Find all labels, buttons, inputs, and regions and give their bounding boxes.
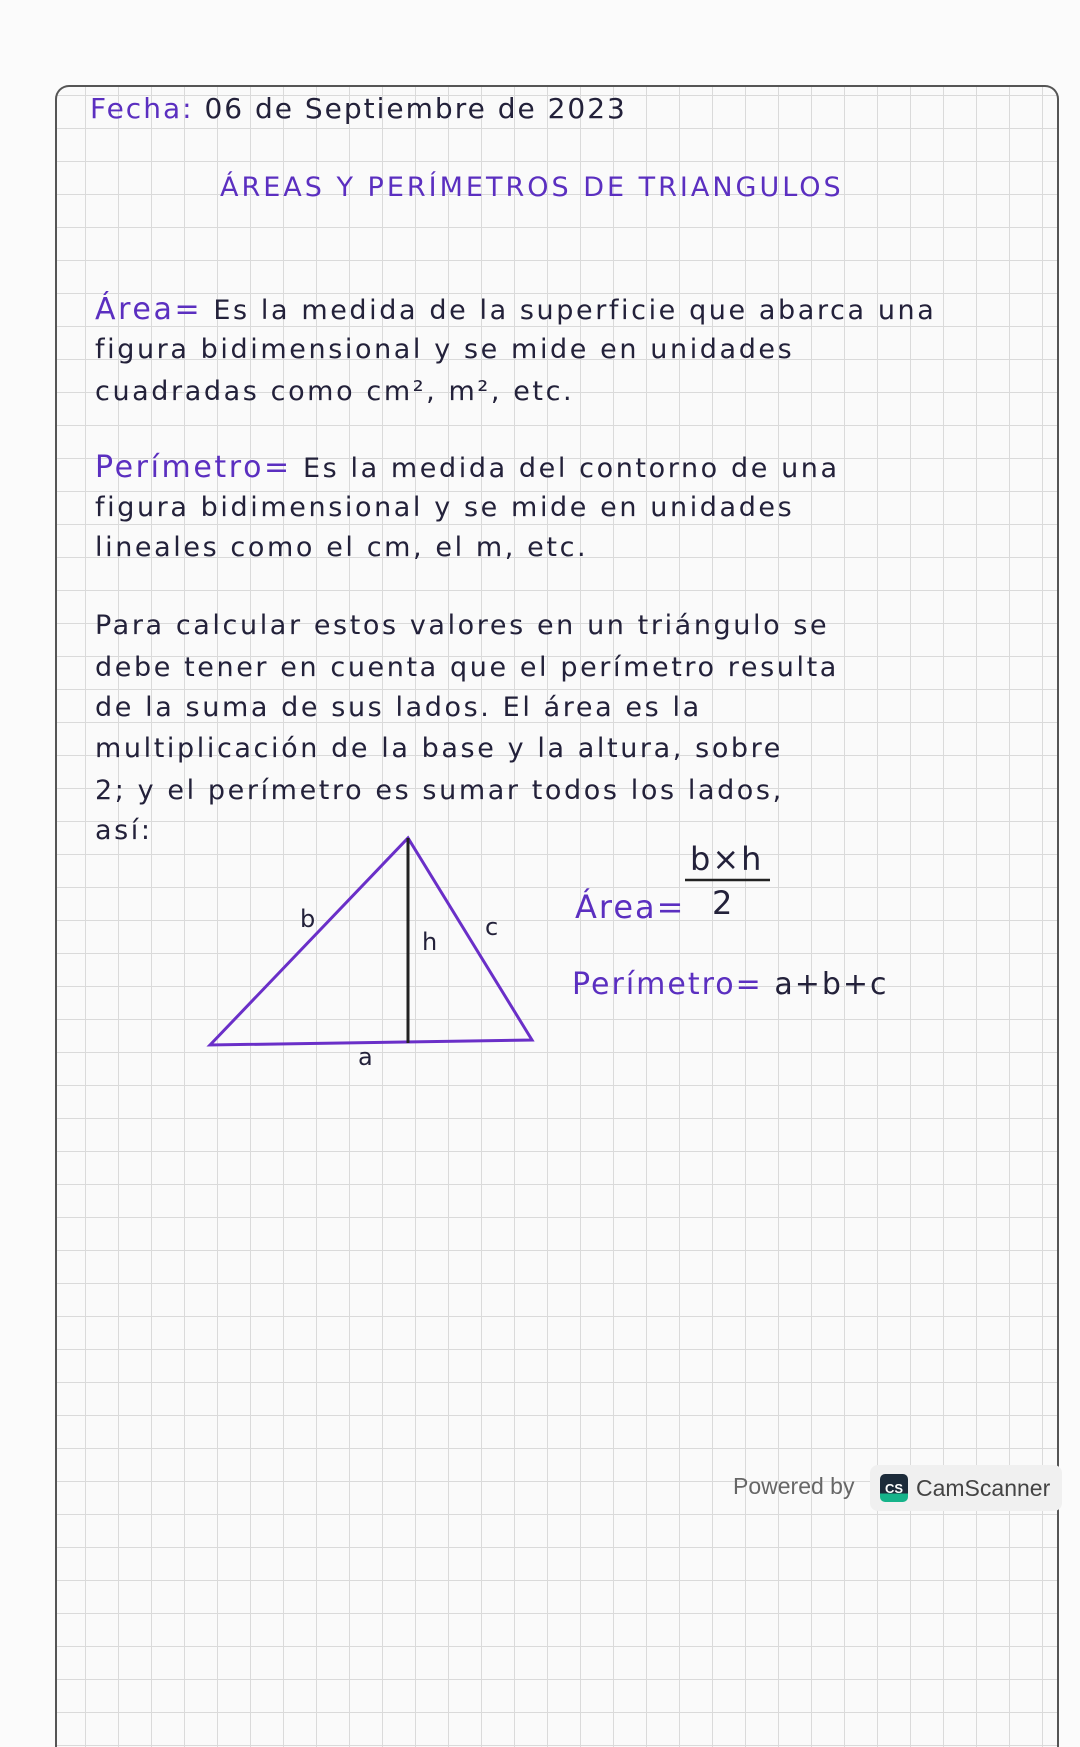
area-text: Es la medida de la superficie que abarca una (213, 295, 937, 326)
explanation-line: 2; y el perímetro es sumar todos los lados, (95, 775, 784, 806)
label-c: c (485, 913, 501, 941)
perimetro-formula-label: Perímetro= (572, 967, 763, 1002)
area-formula-label: Área= (575, 888, 686, 926)
explanation-line: Para calcular estos valores en un triángulo se (95, 610, 830, 641)
explanation-line: de la suma de sus lados. El área es la (95, 692, 702, 723)
camscanner-badge[interactable] (870, 1465, 1062, 1511)
explanation-line: así: (95, 815, 153, 846)
label-h: h (422, 928, 440, 956)
perimetro-definition-line-2: figura bidimensional y se mide en unidades (95, 492, 795, 523)
perimetro-text: Es la medida del contorno de una (302, 453, 840, 484)
area-term: Área= (95, 292, 203, 327)
label-a: a (358, 1043, 375, 1071)
triangle-shape (210, 838, 532, 1045)
powered-by-text: Powered by (733, 1473, 855, 1499)
date-value: 06 de Septiembre de 2023 (204, 92, 627, 125)
area-definition-line-3: cuadradas como cm², m², etc. (95, 376, 575, 407)
camscanner-logo-icon: CS (880, 1474, 908, 1502)
label-b: b (300, 905, 318, 933)
perimetro-definition-line-3: lineales como el cm, el m, etc. (95, 532, 589, 563)
page-title: ÁREAS Y PERÍMETROS DE TRIANGULOS (220, 172, 844, 203)
perimetro-formula-expr: a+b+c (774, 967, 889, 1002)
date-label: Fecha: (90, 92, 194, 125)
area-definition-line-2: figura bidimensional y se mide en unidades (95, 334, 795, 365)
explanation-line: debe tener en cuenta que el perímetro resulta (95, 652, 839, 683)
area-denominator: 2 (712, 884, 735, 922)
perimetro-formula (572, 967, 889, 1002)
perimetro-term: Perímetro= (95, 450, 292, 485)
area-numerator: b×h (690, 840, 764, 878)
explanation-line: multiplicación de la base y la altura, sobre (95, 733, 783, 764)
camscanner-brand: CamScanner (916, 1474, 1051, 1501)
